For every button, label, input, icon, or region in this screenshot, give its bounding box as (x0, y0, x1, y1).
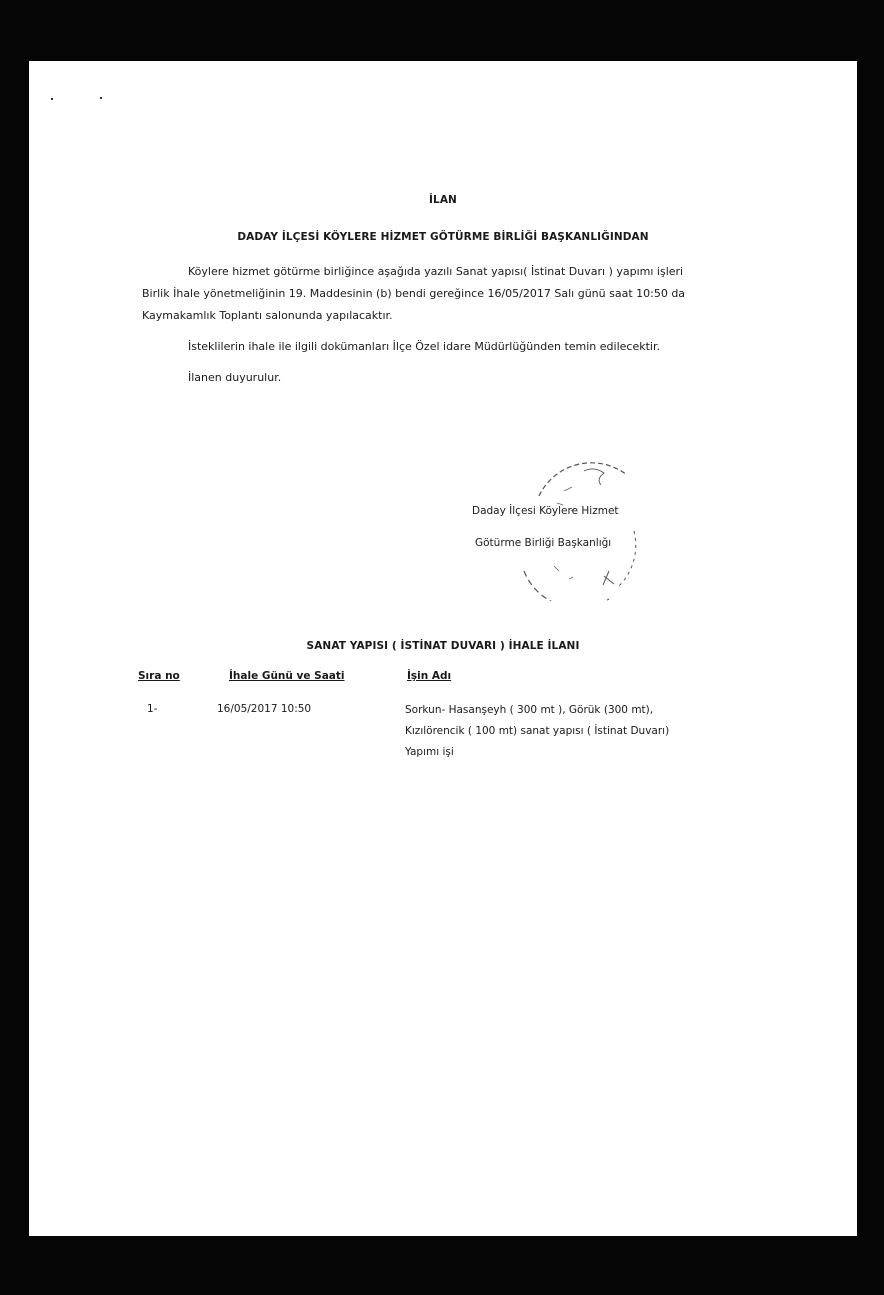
signature-line: Daday İlçesi Köylere Hizmet (472, 505, 619, 517)
row-datetime: 16/05/2017 10:50 (217, 703, 312, 715)
work-line: Yapımı işi (405, 746, 454, 758)
documents-paragraph: İsteklilerin ihale ile ilgili dokümanları İlçe Özel idare Müdürlüğünden temin edilecektir. (188, 340, 660, 353)
paragraph-line: Köylere hizmet götürme birliğince aşağıda yazılı Sanat yapısı( İstinat Duvarı ) yapımı işleri (188, 265, 684, 278)
official-stamp-icon (509, 451, 649, 601)
scan-speck (100, 97, 102, 99)
paragraph-line: Birlik İhale yönetmeliğinin 19. Maddesinin (b) bendi gereğince 16/05/2017 Salı günü saat 10:50 da (142, 287, 686, 300)
row-work-name (405, 700, 669, 763)
signature-line: Götürme Birliği Başkanlığı (475, 537, 612, 549)
organization-heading: DADAY İLÇESİ KÖYLERE HİZMET GÖTÜRME BİRLİĞİ BAŞKANLIĞINDAN (237, 231, 649, 243)
paragraph-line: Kaymakamlık Toplantı salonunda yapılacaktır. (142, 309, 393, 322)
column-header-order: Sıra no (138, 670, 180, 682)
scan-speck (51, 98, 53, 100)
column-header-work: İşin Adı (407, 670, 452, 682)
document-title: İLAN (429, 194, 457, 206)
document-page (29, 61, 857, 1236)
work-line: Kızılörencik ( 100 mt) sanat yapısı ( İstinat Duvarı) (405, 725, 670, 737)
closing-paragraph: İlanen duyurulur. (188, 371, 282, 384)
column-header-datetime: İhale Günü ve Saati (229, 670, 345, 682)
tender-title: SANAT YAPISI ( İSTİNAT DUVARI ) İHALE İLANI (306, 640, 580, 652)
row-order-number: 1- (147, 703, 158, 715)
announcement-paragraph (142, 261, 742, 327)
work-line: Sorkun- Hasanşeyh ( 300 mt ), Görük (300 mt), (405, 704, 654, 716)
